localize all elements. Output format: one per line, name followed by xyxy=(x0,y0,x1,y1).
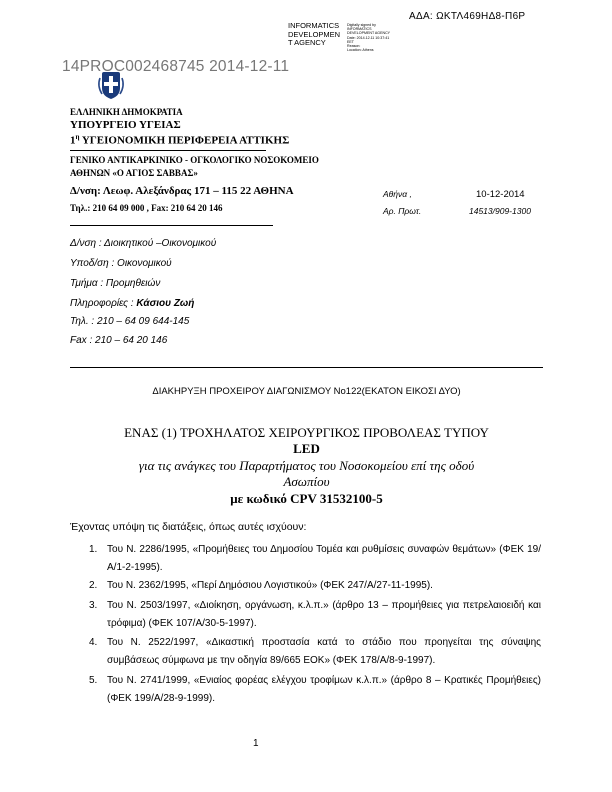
announcement-line: ΕΝΑΣ (1) ΤΡΟΧΗΛΑΤΟΣ ΧΕΙΡΟΥΡΓΙΚΟΣ ΠΡΟΒΟΛΕΑΣ ΤΥΠΟΥ xyxy=(124,425,489,440)
intro-text: Έχοντας υπόψη τις διατάξεις, όπως αυτές ισχύουν: xyxy=(70,521,307,533)
list-item xyxy=(89,541,541,577)
protocol-watermark: 14PROC002468745 2014-12-11 xyxy=(62,58,290,75)
info-label: Υποδ/ση : xyxy=(70,258,115,269)
protocol-label: Αρ. Πρωτ. xyxy=(383,206,422,216)
hospital-name: ΓΕΝΙΚΟ ΑΝΤΙΚΑΡΚΙΝΙΚΟ - ΟΓΚΟΛΟΓΙΚΟ ΝΟΣΟΚΟΜΕΙΟ xyxy=(70,155,319,165)
signature-line: Date: 2014.12.11 10:37:41 xyxy=(347,35,390,40)
signature-line: DEVELOPMENT AGENCY xyxy=(347,31,391,36)
list-item xyxy=(89,672,541,708)
info-row xyxy=(70,316,189,327)
divider xyxy=(70,225,273,226)
list-text: Του Ν. 2741/1999, «Ενιαίος φορέας ελέγχου τροφίμων κ.λ.π.» (άρθρο 8 – Κρατικές Προμήθειες) (ΦΕΚ 199/Α/28-9-1999). xyxy=(107,675,541,704)
signature-line: EET xyxy=(347,39,354,44)
info-label: Πληροφορίες : xyxy=(70,298,134,309)
hospital-name-2: ΑΘΗΝΩΝ «Ο ΑΓΙΟΣ ΣΑΒΒΑΣ» xyxy=(70,168,198,178)
list-text: Του Ν. 2522/1997, «Δικαστική προστασία κατά το στάδιο που προηγείται της σύναψης συμβάσεως σύμφωνα με την οδηγία 89/665 ΕΟΚ» (ΦΕΚ 178/Α/8-9-1997). xyxy=(107,637,541,666)
city-label: Αθήνα , xyxy=(383,189,412,199)
info-value: Διοικητικού –Οικονομικού xyxy=(101,238,217,249)
announcement-title: ΔΙΑΚΗΡΥΞΗ ΠΡΟΧΕΙΡΟΥ ΔΙΑΓΩΝΙΣΜΟΥ Νο122(ΕΚΑΤΟΝ ΕΙΚΟΣΙ ΔΥΟ) xyxy=(152,386,461,397)
info-label: Fax : xyxy=(70,335,93,346)
ministry-name: ΥΠΟΥΡΓΕΙΟ ΥΓΕΙΑΣ xyxy=(70,119,181,131)
page-number: 1 xyxy=(253,738,259,749)
info-label: Τηλ. : xyxy=(70,316,95,327)
divider xyxy=(70,150,266,151)
signature-line: Digitally signed by xyxy=(347,23,376,27)
region-name: $1^\eta$ ΥΓΕΙΟΝΟΜΙΚΗ ΠΕΡΙΦΕΡΕΙΑ ΑΤΤΙΚΗΣ xyxy=(70,133,290,147)
republic-name: ΕΛΛΗΝΙΚΗ ΔΗΜΟΚΡΑΤΙΑ xyxy=(70,107,183,117)
list-item xyxy=(89,634,541,670)
announcement-line: LED xyxy=(293,441,320,456)
signature-line: Location: Athens xyxy=(347,48,374,53)
list-text: Του Ν. 2286/1995, «Προμήθειες του Δημοσίου Τομέα και ρυθμίσεις συναφών θεμάτων» (ΦΕΚ 19/Α/1-2-1995). xyxy=(107,544,541,573)
list-text: Του Ν. 2362/1995, «Περί Δημόσιου Λογιστικού» (ΦΕΚ 247/Α/27-11-1995). xyxy=(107,580,433,591)
protocol-number: 14513/909-1300 xyxy=(469,206,531,216)
announcement-line: για τις ανάγκες του Παραρτήματος του Νοσοκομείου επί της οδού xyxy=(138,458,475,473)
ada-code: ΑΔΑ: ΩΚΤΛ469ΗΔ8-Π6Ρ xyxy=(409,11,526,22)
announcement-cpv: με κωδικό CPV 31532100-5 xyxy=(230,491,383,506)
info-label: Δ/νση : xyxy=(70,238,102,249)
agency-line: INFORMATICS xyxy=(288,21,340,30)
list-number: 4. xyxy=(89,637,98,648)
info-row xyxy=(70,258,172,269)
list-number: 1. xyxy=(89,544,98,555)
info-value: Κάσιου Ζωή xyxy=(133,298,195,309)
info-row xyxy=(70,335,167,346)
divider xyxy=(70,367,543,368)
info-row xyxy=(70,238,216,249)
info-value: Προμηθειών xyxy=(103,278,161,289)
hospital-address: Δ/νση: Λεωφ. Αλεξάνδρας 171 – 115 22 ΑΘΗΝΑ xyxy=(70,185,294,197)
list-number: 3. xyxy=(89,600,98,611)
agency-name xyxy=(288,22,346,48)
info-row xyxy=(70,278,160,289)
list-number: 2. xyxy=(89,580,98,591)
digital-signature xyxy=(347,23,407,52)
agency-line: T AGENCY xyxy=(288,38,326,47)
region-superscript: η xyxy=(75,133,80,141)
document-date: 10-12-2014 xyxy=(476,189,525,200)
agency-line: DEVELOPMEN xyxy=(288,29,341,39)
info-value: 210 – 64 09 644-145 xyxy=(94,316,190,327)
hospital-phone: Τηλ.: 210 64 09 000 , Fax: 210 64 20 146 xyxy=(70,203,223,213)
announcement-line: Ασωπίου xyxy=(283,474,330,489)
signature-line: INFORMATICS xyxy=(347,27,372,32)
signature-line: Reason: xyxy=(347,44,361,49)
list-number: 5. xyxy=(89,675,98,686)
info-row xyxy=(70,298,194,309)
info-label: Τμήμα : xyxy=(70,278,104,289)
list-item xyxy=(89,597,541,633)
info-value: Οικονομικού xyxy=(114,258,172,269)
list-item xyxy=(89,577,541,595)
list-text: Του Ν. 2503/1997, «Διοίκηση, οργάνωση, κ.λ.π.» (άρθρο 13 – προμήθειες για πετρελαιοειδή και τρόφιμα) (ΦΕΚ 107/Α/30-5-1997). xyxy=(107,600,541,629)
info-value: 210 – 64 20 146 xyxy=(92,335,168,346)
